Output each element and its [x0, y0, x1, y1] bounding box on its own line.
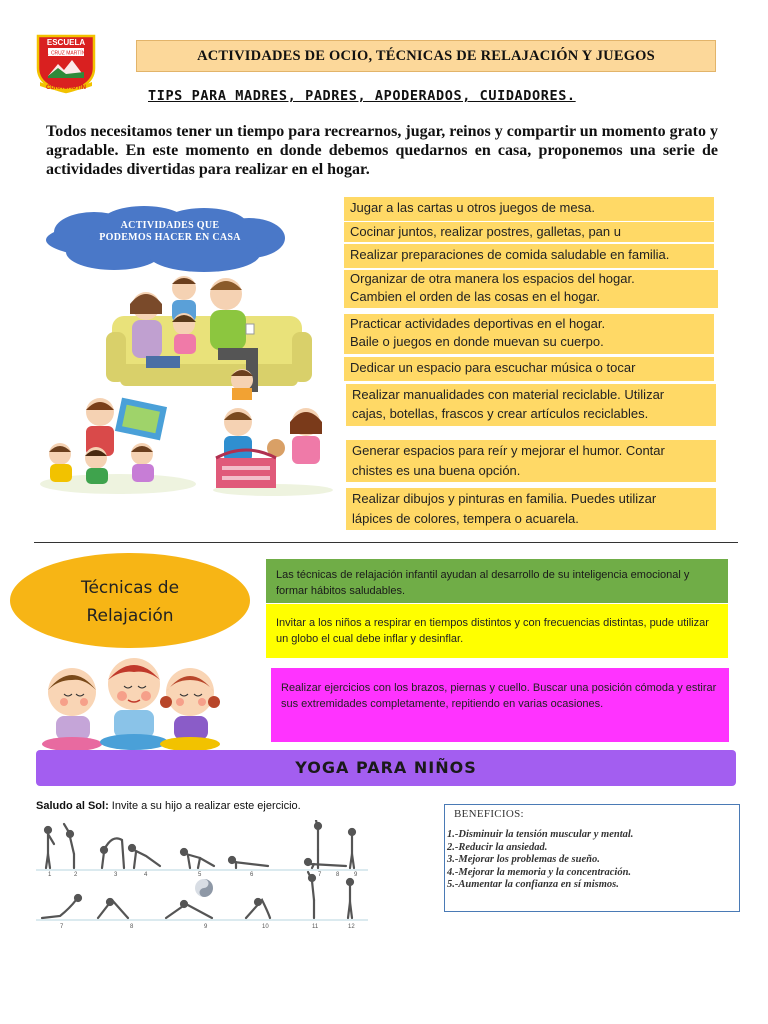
benefit-item: 4.-Mejorar la memoria y la concentración. — [447, 866, 632, 878]
sun-salutation-label: Saludo al Sol: — [36, 800, 109, 812]
pose-number: 8 — [336, 872, 340, 878]
activity-text: Dedicar un espacio para escuchar música o tocar — [350, 360, 636, 375]
benefit-item: 2.-Reducir la ansiedad. — [447, 841, 548, 853]
activity-item — [344, 222, 714, 242]
yoga-title: YOGA PARA NIÑOS — [295, 758, 477, 777]
family-sofa-illustration — [106, 272, 312, 400]
sun-salutation-text: Invite a su hijo a realizar este ejercicio. — [108, 800, 301, 812]
pose-number: 3 — [114, 872, 118, 878]
pose-number: 1 — [48, 872, 52, 878]
pose-number: 6 — [250, 872, 254, 878]
activity-text: Generar espacios para reír y mejorar el humor. Contar — [352, 443, 665, 458]
kids-reading-illustration — [38, 394, 198, 494]
logo-bottom-text: CURACAUTIN — [46, 85, 86, 91]
activity-text: Organizar de otra manera los espacios del hogar. — [350, 271, 635, 286]
activity-text: Realizar dibujos y pinturas en familia. Puedes utilizar — [352, 491, 657, 506]
pose-number: 9 — [354, 872, 358, 878]
activity-text: Jugar a las cartas u otros juegos de mesa. — [350, 200, 595, 215]
pose-number: 8 — [130, 924, 134, 930]
main-title: ACTIVIDADES DE OCIO, TÉCNICAS DE RELAJACIÓN Y JUEGOS — [197, 47, 655, 64]
benefit-item: 5.-Aumentar la confianza en sí mismos. — [447, 879, 619, 891]
benefits-title: BENEFICIOS: — [454, 808, 524, 820]
pose-number: 7 — [318, 872, 322, 878]
pose-number: 5 — [198, 872, 202, 878]
meditating-kids-illustration — [38, 650, 226, 752]
activity-text: Cocinar juntos, realizar postres, galletas, pan u — [350, 224, 621, 239]
logo-banner-text: Lyn. CRUZ MARTÍNEZ — [40, 50, 92, 57]
activity-text: lápices de colores, tempera o acuarela. — [352, 511, 579, 526]
activity-item — [346, 488, 716, 530]
relaxation-title-line1: Técnicas de — [80, 578, 180, 598]
kids-basket-illustration — [208, 404, 338, 496]
activity-item — [346, 440, 716, 482]
pose-number: 9 — [204, 924, 208, 930]
pose-number: 12 — [348, 924, 355, 930]
relaxation-title-line2: Relajación — [86, 606, 174, 626]
benefit-item: 1.-Disminuir la tensión muscular y mental. — [447, 829, 634, 840]
activity-item — [346, 384, 716, 426]
main-title-banner — [136, 40, 716, 72]
school-crest-logo — [34, 34, 98, 94]
activity-text: Realizar preparaciones de comida saludable en familia. — [350, 247, 670, 262]
benefit-item: 3.-Mejorar los problemas de sueño. — [447, 854, 600, 866]
pose-number: 11 — [312, 924, 319, 930]
relaxation-info-box: Las técnicas de relajación infantil ayudan al desarrollo de su inteligencia emocional y formar hábitos saludables. — [266, 559, 728, 603]
activity-text: chistes es una buena opción. — [352, 463, 521, 478]
benefits-list — [447, 829, 633, 892]
section-divider — [34, 542, 738, 543]
activity-text: Practicar actividades deportivas en el hogar. — [350, 316, 606, 331]
activity-item — [344, 197, 714, 221]
subtitle: TIPS PARA MADRES, PADRES, APODERADOS, CUIDADORES. — [148, 88, 576, 104]
activity-item — [344, 357, 714, 381]
activity-text: Realizar manualidades con material reciclable. Utilizar — [352, 387, 665, 402]
activity-text: cajas, botellas, frascos y crear artículos reciclables. — [352, 406, 649, 421]
yoga-sequence-illustration — [36, 820, 368, 932]
logo-top-text: ESCUELA — [46, 38, 86, 47]
activity-item — [344, 270, 718, 308]
activity-text: Cambien el orden de las cosas en el hogar. — [350, 289, 601, 304]
relaxation-title — [40, 574, 220, 630]
cloud-label — [80, 220, 260, 244]
pose-number: 10 — [262, 924, 269, 930]
breathing-tip-box: Invitar a los niños a respirar en tiempos distintos y con frecuencias distintas, pude utilizar un globo el cual debe inflar y desinflar. — [266, 604, 728, 658]
intro-paragraph: Todos necesitamos tener un tiempo para recrearnos, jugar, reinos y compartir un momento grato y agradable. En este momento en donde debemos quedarnos en casa, proponemos una serie de actividades divertidas para realizar en el hogar. — [46, 123, 718, 178]
cloud-label-line2: PODEMOS HACER EN CASA — [99, 232, 241, 243]
stretching-tip-box: Realizar ejercicios con los brazos, piernas y cuello. Buscar una posición cómoda y estirar sus extremidades completamente, repitiendo en varias ocasiones. — [271, 668, 729, 742]
pose-number: 2 — [74, 872, 78, 878]
pose-number: 7 — [60, 924, 64, 930]
activity-item — [344, 244, 714, 268]
activity-text: Baile o juegos en donde muevan su cuerpo. — [350, 334, 604, 349]
pose-number: 4 — [144, 872, 148, 878]
activity-item — [344, 314, 714, 354]
sun-salutation-caption — [36, 800, 301, 812]
cloud-label-line1: ACTIVIDADES QUE — [120, 220, 220, 231]
